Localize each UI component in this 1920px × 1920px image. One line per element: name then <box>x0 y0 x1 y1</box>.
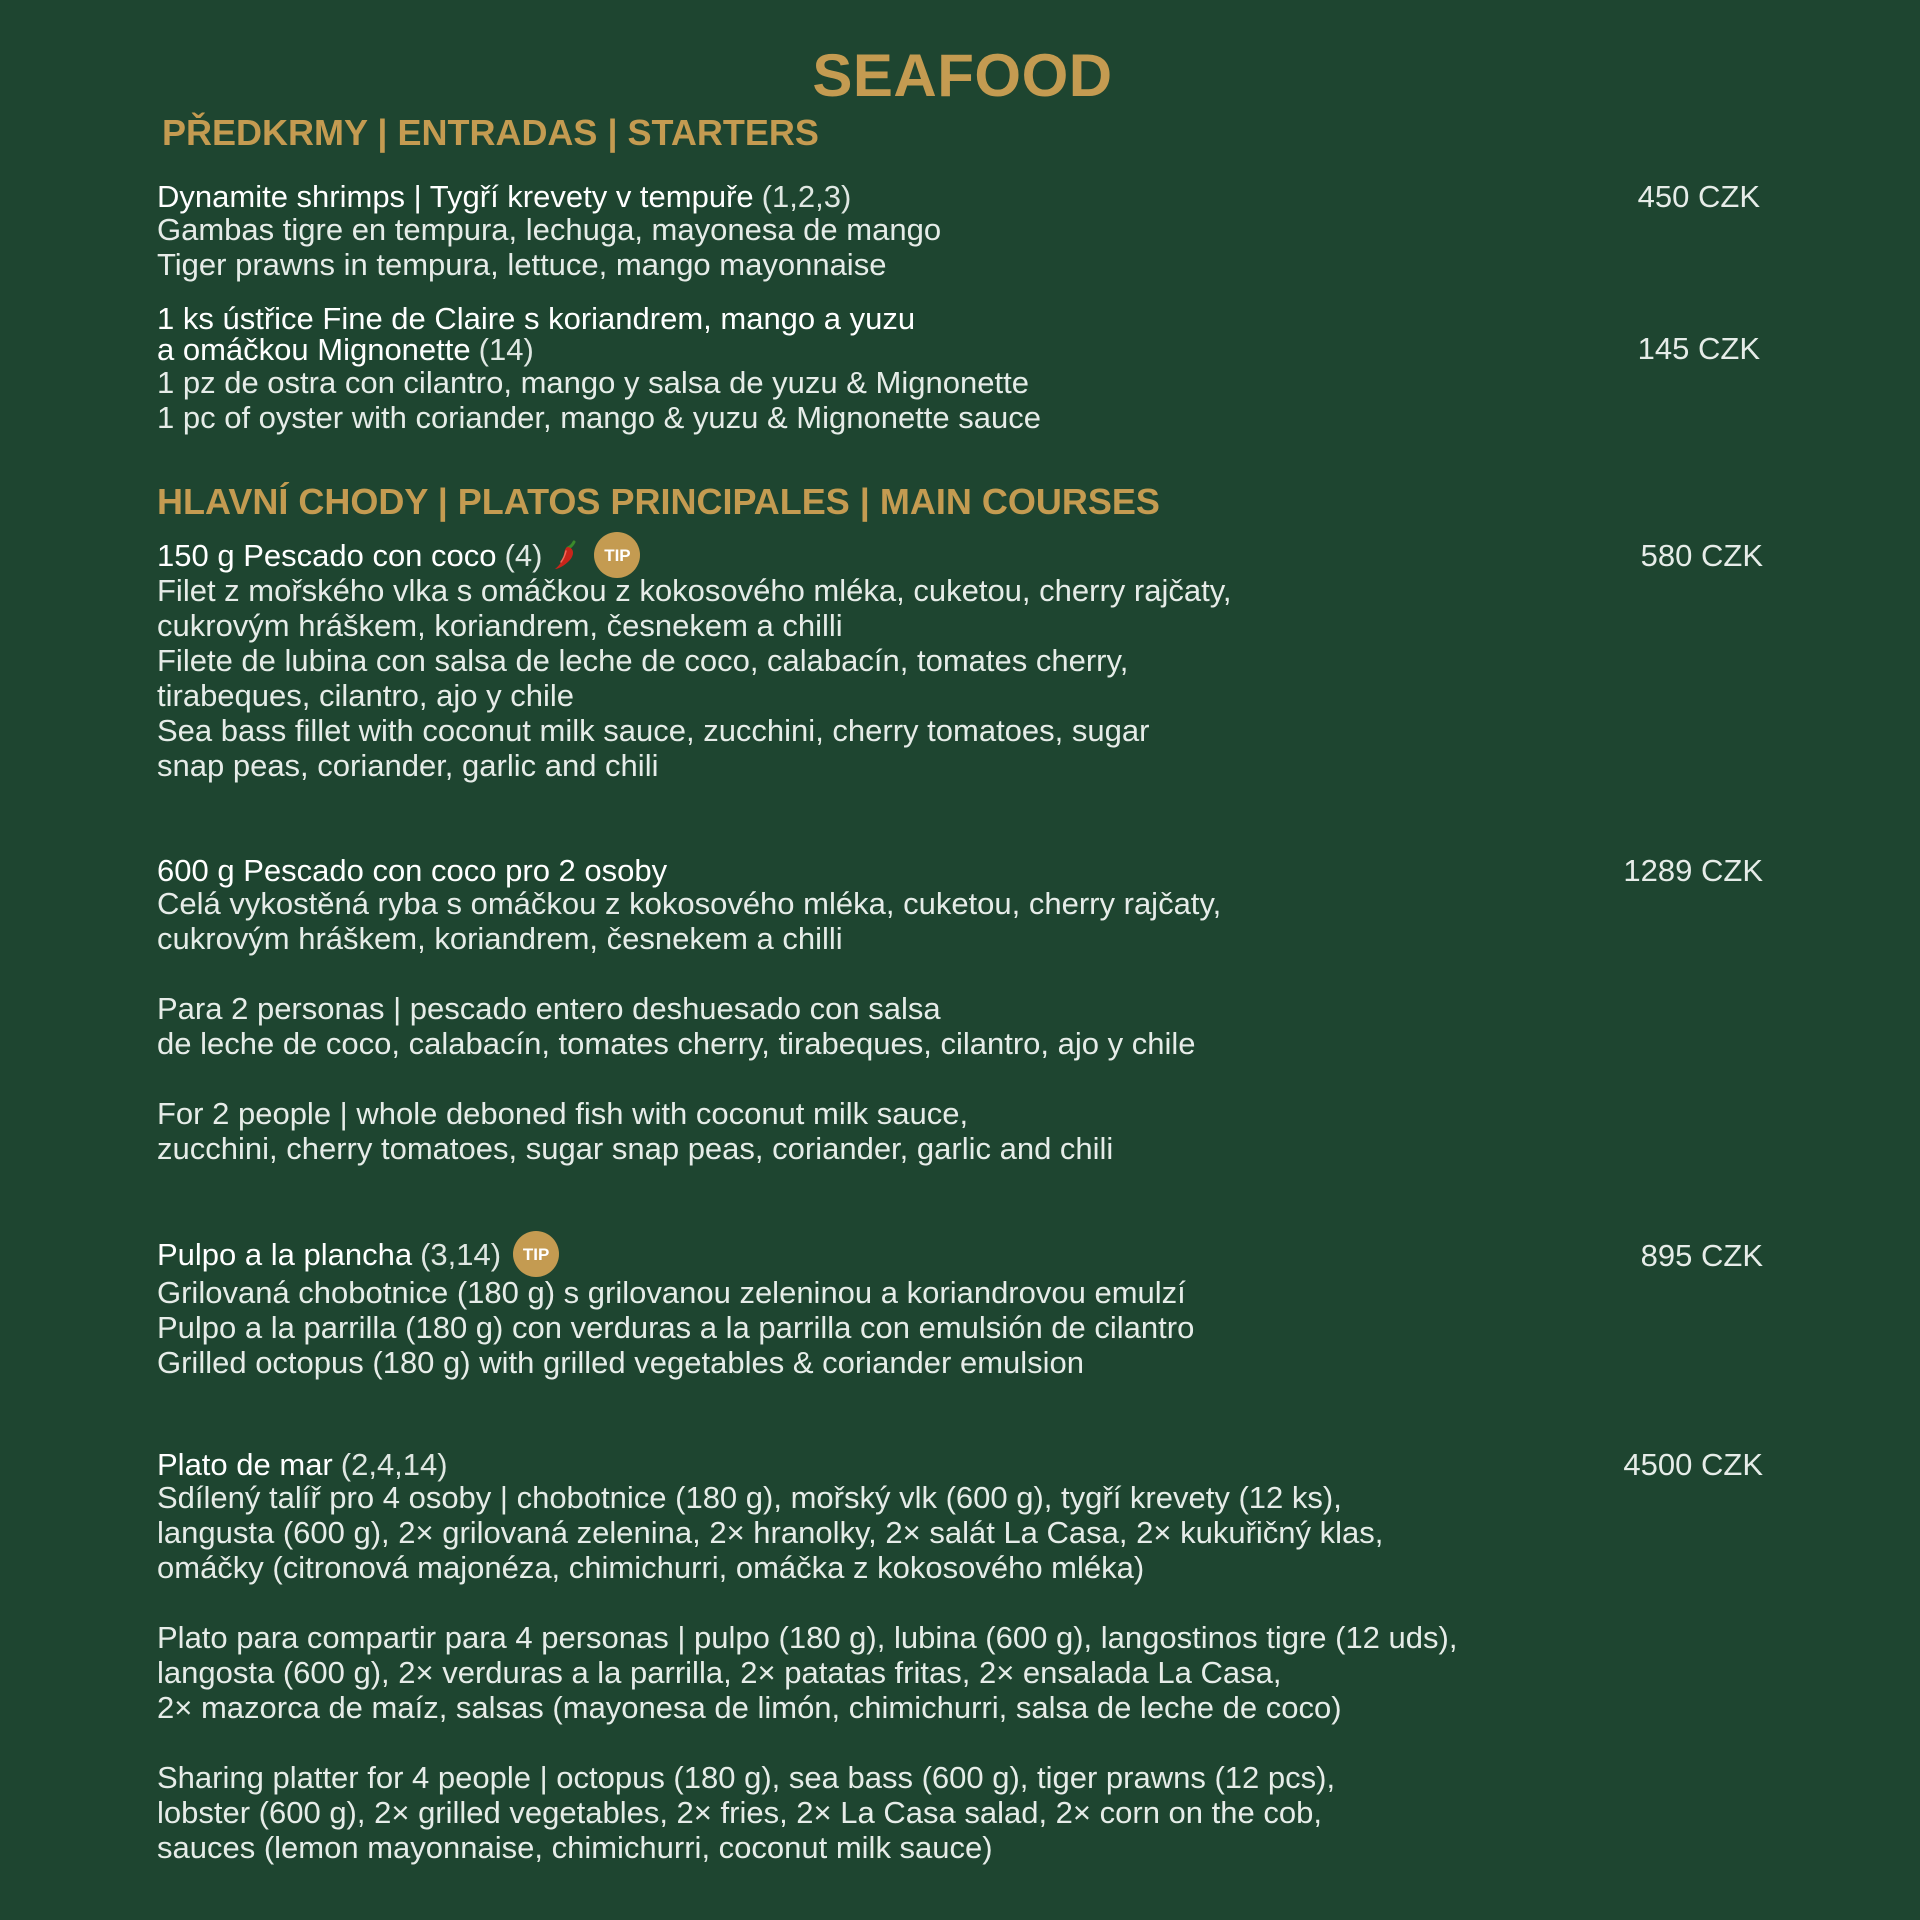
menu-item-pulpo-a-la-plancha <box>157 1233 1757 1380</box>
description-line: 1 pz de ostra con cilantro, mango y salsa de yuzu & Mignonette <box>157 365 1029 400</box>
item-name-text: 1 ks ústřice Fine de Claire s koriandrem, mango a yuzu <box>157 301 916 336</box>
description-line: Filete de lubina con salsa de leche de coco, calabacín, tomates cherry, <box>157 643 1129 678</box>
description-line-cz: langusta (600 g), 2× grilovaná zelenina, 2× hranolky, 2× salát La Casa, 2× kukuřičný klas, <box>157 1515 1384 1550</box>
description-line-en: sauces (lemon mayonnaise, chimichurri, coconut milk sauce) <box>157 1830 993 1865</box>
description-line-en: For 2 people | whole deboned fish with coconut milk sauce, <box>157 1096 969 1131</box>
description-line: Grilovaná chobotnice (180 g) s grilovanou zeleninou a koriandrovou emulzí <box>157 1275 1186 1310</box>
tip-badge: TIP <box>594 532 640 578</box>
allergen-codes: (1,2,3) <box>761 179 852 214</box>
main-courses-heading: HLAVNÍ CHODY | PLATOS PRINCIPALES | MAIN COURSES <box>157 481 1160 522</box>
allergen-codes: (14) <box>478 332 534 367</box>
description-line-es: langosta (600 g), 2× verduras a la parrilla, 2× patatas fritas, 2× ensalada La Casa, <box>157 1655 1282 1690</box>
description-line: 1 pc of oyster with coriander, mango & yuzu & Mignonette sauce <box>157 400 1041 435</box>
tip-badge: TIP <box>513 1231 559 1277</box>
starters-heading: PŘEDKRMY | ENTRADAS | STARTERS <box>162 112 819 153</box>
item-price: 450 CZK <box>1637 179 1760 214</box>
description-line-en: lobster (600 g), 2× grilled vegetables, 2× fries, 2× La Casa salad, 2× corn on the cob, <box>157 1795 1322 1830</box>
item-name <box>157 537 1757 573</box>
item-name-line1 <box>157 303 1757 334</box>
chili-pepper-icon <box>552 538 582 572</box>
item-name <box>157 1449 1757 1480</box>
description-line-cz: Celá vykostěná ryba s omáčkou z kokosového mléka, cuketou, cherry rajčaty, <box>157 886 1222 921</box>
page-title: SEAFOOD <box>812 42 1113 109</box>
description-line: Pulpo a la parrilla (180 g) con verduras a la parrilla con emulsión de cilantro <box>157 1310 1195 1345</box>
description-line-es: de leche de coco, calabacín, tomates cherry, tirabeques, cilantro, ajo y chile <box>157 1026 1196 1061</box>
item-price: 580 CZK <box>1640 538 1763 573</box>
item-name <box>157 855 1757 886</box>
description-line: Gambas tigre en tempura, lechuga, mayonesa de mango <box>157 212 942 247</box>
description-line: Sea bass fillet with coconut milk sauce, zucchini, cherry tomatoes, sugar <box>157 713 1150 748</box>
description-line: cukrovým hráškem, koriandrem, česnekem a chilli <box>157 608 843 643</box>
description-line: tirabeques, cilantro, ajo y chile <box>157 678 575 713</box>
item-name-text: Dynamite shrimps | Tygří krevety v tempuře <box>157 179 754 214</box>
description-line-cz: Sdílený talíř pro 4 osoby | chobotnice (180 g), mořský vlk (600 g), tygří krevety (12 ks), <box>157 1480 1342 1515</box>
item-name-text: 600 g Pescado con coco pro 2 osoby <box>157 853 668 888</box>
description-line: Grilled octopus (180 g) with grilled vegetables & coriander emulsion <box>157 1345 1085 1380</box>
allergen-codes: (2,4,14) <box>340 1447 448 1482</box>
description-line-es: Para 2 personas | pescado entero deshuesado con salsa <box>157 991 941 1026</box>
menu-item-plato-de-mar <box>157 1449 1757 1865</box>
menu-item-dynamite-shrimps <box>157 181 1757 282</box>
menu-item-oyster <box>157 303 1757 435</box>
item-name-text: a omáčkou Mignonette <box>157 332 471 367</box>
item-price: 1289 CZK <box>1623 853 1763 888</box>
item-price: 895 CZK <box>1640 1238 1763 1273</box>
allergen-codes: (3,14) <box>420 1236 502 1272</box>
item-name-text: Plato de mar <box>157 1447 333 1482</box>
item-name-text: Pulpo a la plancha <box>157 1236 413 1272</box>
description-line-en: Sharing platter for 4 people | octopus (180 g), sea bass (600 g), tiger prawns (12 pcs), <box>157 1760 1336 1795</box>
description-line-en: zucchini, cherry tomatoes, sugar snap peas, coriander, garlic and chili <box>157 1131 1114 1166</box>
description-line-es: Plato para compartir para 4 personas | pulpo (180 g), lubina (600 g), langostinos tigre (12 uds), <box>157 1620 1458 1655</box>
description-line-cz: cukrovým hráškem, koriandrem, česnekem a chilli <box>157 921 843 956</box>
description-line: snap peas, coriander, garlic and chili <box>157 748 659 783</box>
item-price: 145 CZK <box>1637 331 1760 366</box>
menu-item-pescado-con-coco-600g <box>157 855 1757 1166</box>
description-line: Tiger prawns in tempura, lettuce, mango mayonnaise <box>157 247 887 282</box>
description-line: Filet z mořského vlka s omáčkou z kokosového mléka, cuketou, cherry rajčaty, <box>157 573 1232 608</box>
allergen-codes: (4) <box>504 537 543 573</box>
description-line-cz: omáčky (citronová majonéza, chimichurri, omáčka z kokosového mléka) <box>157 1550 1145 1585</box>
item-name-line2 <box>157 334 1757 365</box>
description-line-es: 2× mazorca de maíz, salsas (mayonesa de limón, chimichurri, salsa de leche de coco) <box>157 1690 1342 1725</box>
item-price: 4500 CZK <box>1623 1447 1763 1482</box>
item-name <box>157 1233 1757 1275</box>
item-name <box>157 181 1757 212</box>
menu-item-pescado-con-coco-150g <box>157 537 1757 783</box>
item-name-text: 150 g Pescado con coco <box>157 537 497 573</box>
